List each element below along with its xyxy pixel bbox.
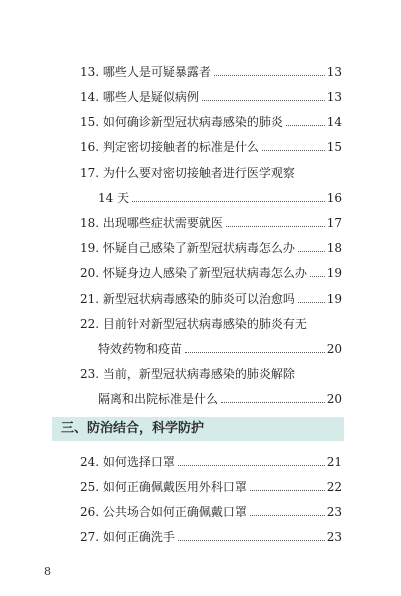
page-number: 8: [44, 565, 51, 578]
toc-entry-text: 17. 为什么要对密切接触者进行医学观察: [80, 166, 295, 180]
toc-entry-text: 特效药物和疫苗: [98, 342, 183, 356]
dot-leader: [262, 150, 325, 151]
toc-entry: [80, 288, 342, 306]
dot-leader: [250, 515, 325, 516]
toc-entry-text: 24. 如何选择口罩: [80, 455, 175, 469]
toc-entry-text: 21. 新型冠状病毒感染的肺炎可以治愈吗: [80, 292, 295, 306]
dot-leader: [226, 226, 325, 227]
toc-entry-continuation: [98, 338, 342, 356]
toc-entry-page: 23: [326, 505, 342, 519]
toc-entry-text: 18. 出现哪些症状需要就医: [80, 216, 223, 230]
toc-entry-text: 23. 当前，新型冠状病毒感染的肺炎解除: [80, 367, 295, 381]
toc-entry-text: 22. 目前针对新型冠状病毒感染的肺炎有无: [80, 317, 307, 331]
dot-leader: [298, 302, 325, 303]
toc-entry-page: 15: [326, 140, 342, 154]
toc-entry-text: 14 天: [98, 191, 130, 205]
toc-entry: [80, 451, 342, 469]
toc-entry-page: 19: [326, 292, 342, 306]
toc-entry: [80, 501, 342, 519]
toc-entry-text: 16. 判定密切接触者的标准是什么: [80, 140, 259, 154]
toc-entry-text: 14. 哪些人是疑似病例: [80, 90, 199, 104]
toc-entry: [80, 111, 342, 129]
dot-leader: [132, 201, 325, 202]
toc-entry-page: 20: [326, 342, 342, 356]
toc-entry-page: 14: [326, 115, 342, 129]
toc-entry: [80, 237, 342, 255]
toc-entry-text: 15. 如何确诊新型冠状病毒感染的肺炎: [80, 115, 283, 129]
dot-leader: [202, 100, 325, 101]
toc-entry-page: 13: [326, 65, 342, 79]
dot-leader: [310, 276, 325, 277]
toc-entry-page: 13: [326, 90, 342, 104]
toc-entry-text: 25. 如何正确佩戴医用外科口罩: [80, 480, 247, 494]
toc-entry-continuation: [98, 187, 342, 205]
toc-entry-page: 18: [326, 241, 342, 255]
toc-entry-page: 19: [326, 266, 342, 280]
toc-entry: [80, 61, 342, 79]
toc-entry: [80, 86, 342, 104]
dot-leader: [178, 465, 325, 466]
toc-entry-text: 27. 如何正确洗手: [80, 530, 175, 544]
toc-entry: [80, 313, 342, 331]
dot-leader: [178, 540, 325, 541]
toc-entry-text: 26. 公共场合如何正确佩戴口罩: [80, 505, 247, 519]
toc-entry-text: 19. 怀疑自己感染了新型冠状病毒怎么办: [80, 241, 295, 255]
toc-entry: [80, 363, 342, 381]
toc-entry: [80, 262, 342, 280]
toc-entry-text: 13. 哪些人是可疑暴露者: [80, 65, 211, 79]
dot-leader: [185, 352, 325, 353]
toc-entry-page: 23: [326, 530, 342, 544]
toc-entry-page: 16: [326, 191, 342, 205]
toc-entry: [80, 162, 342, 180]
dot-leader: [250, 490, 325, 491]
toc-entry: [80, 526, 342, 544]
toc-entry-page: 22: [326, 480, 342, 494]
toc-entry: [80, 136, 342, 154]
toc-entry: [80, 212, 342, 230]
dot-leader: [214, 75, 325, 76]
toc-entry-text: 隔离和出院标准是什么: [98, 392, 219, 406]
toc-entry-page: 17: [326, 216, 342, 230]
toc-entry: [80, 476, 342, 494]
dot-leader: [286, 125, 325, 126]
dot-leader: [221, 402, 325, 403]
dot-leader: [298, 251, 325, 252]
toc-entry-continuation: [98, 388, 342, 406]
toc-entry-page: 21: [326, 455, 342, 469]
toc-entry-text: 20. 怀疑身边人感染了新型冠状病毒怎么办: [80, 266, 307, 280]
toc-entry-page: 20: [326, 392, 342, 406]
section-header: 三、防治结合，科学防护: [52, 417, 344, 441]
